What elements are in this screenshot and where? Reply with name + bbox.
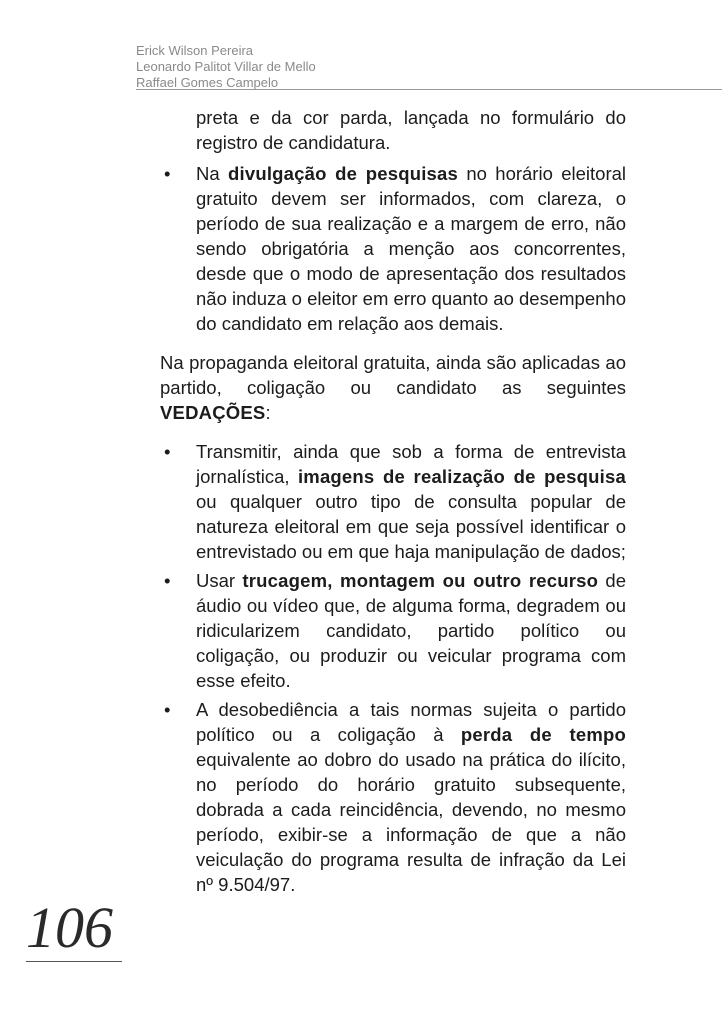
paragraph-text: : xyxy=(265,402,271,423)
bullet-text: Na xyxy=(196,163,228,184)
bullet-item-penalty xyxy=(160,697,626,897)
bullet-icon: • xyxy=(164,699,171,720)
page-number: 106 xyxy=(26,895,113,960)
bullet-item-audio-video-tricks xyxy=(160,568,626,693)
continued-bullet-text: preta e da cor parda, lançada no formulário do registro de candidatura. xyxy=(196,107,626,153)
bullet-item-poll-images xyxy=(160,439,626,564)
emphasis-text: VEDAÇÕES xyxy=(160,402,266,423)
running-header xyxy=(136,43,316,91)
bullet-text: equivalente ao dobro do usado na prática do ilícito, no período do horário gratuito subsequente, dobrada a cada reincidência, devendo, no mesmo período, exibir-se a informação de que a não veiculação do programa resulta de infração da Lei nº 9.504/97. xyxy=(196,749,626,895)
emphasis-text: trucagem, montagem ou outro recurso xyxy=(242,570,599,591)
emphasis-text: divulgação de pesquisas xyxy=(228,163,459,184)
bullet-icon: • xyxy=(164,570,171,591)
bullet-item-polling-disclosure xyxy=(160,161,626,336)
page-number-rule xyxy=(26,961,122,962)
author-name: Raffael Gomes Campelo xyxy=(136,75,279,90)
bullet-text: de áudio ou vídeo que, de alguma forma, degradem ou ridicularizem candidato, partido político ou coligação, ou produzir ou veicular programa com esse efeito. xyxy=(196,570,626,691)
bullet-text: A desobediência a tais normas sujeita o partido político ou a coligação à xyxy=(196,699,626,745)
bullet-text: no horário eleitoral gratuito devem ser informados, com clareza, o período de sua realização e a margem de erro, não sendo obrigatória a menção aos concorrentes, desde que o modo de apresentação dos resultados não induza o eleitor em erro quanto ao desempenho do candidato em relação aos demais. xyxy=(196,163,627,334)
paragraph-text: Na propaganda eleitoral gratuita, ainda são aplicadas ao partido, coligação ou candidato as seguintes xyxy=(160,352,626,398)
bullet-text: ou qualquer outro tipo de consulta popular de natureza eleitoral em que seja possível identificar o entrevistado ou em que haja manipulação de dados; xyxy=(196,491,626,562)
bullet-icon: • xyxy=(164,163,171,184)
author-name: Leonardo Palitot Villar de Mello xyxy=(136,59,316,74)
emphasis-text: perda de tempo xyxy=(460,724,626,745)
bullet-icon: • xyxy=(164,441,171,462)
emphasis-text: imagens de realização de pesquisa xyxy=(297,466,626,487)
page-body xyxy=(160,105,626,897)
bullet-text: Transmitir, ainda que sob a forma de entrevista jornalística, xyxy=(196,441,626,487)
header-divider xyxy=(136,89,722,90)
intro-paragraph xyxy=(160,350,626,425)
author-name: Erick Wilson Pereira xyxy=(136,43,254,58)
bullet-text: Usar xyxy=(196,570,243,591)
